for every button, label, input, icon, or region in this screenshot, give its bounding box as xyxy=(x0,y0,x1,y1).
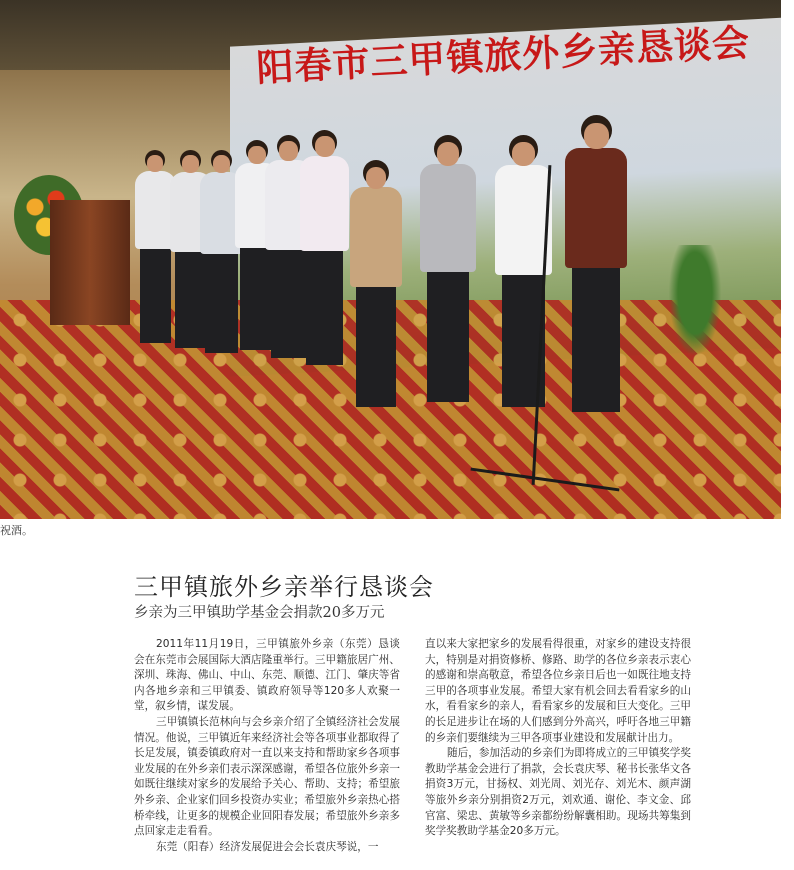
person-face xyxy=(437,142,459,166)
paragraph: 东莞（阳春）经济发展促进会会长袁庆琴说，一 xyxy=(156,840,379,853)
person-face xyxy=(366,167,387,189)
article-subheadline: 乡亲为三甲镇助学基金会捐款20多万元 xyxy=(134,605,385,621)
person-pants xyxy=(572,268,619,412)
person-face xyxy=(248,146,266,165)
person-pants xyxy=(240,248,274,350)
paragraph: 直以来大家把家乡的发展看得很重，对家乡的建设支持很大，特别是对捐资修桥、修路、助学的各位乡亲表示衷心的感谢和崇高敬意，希望各位乡亲日后也一如既往地支持三甲的各项事业发展。希望大家有机会回去看看家乡的山水，看看家乡的亲人，看看家乡的发展和巨大变化。三甲的长足进步让在场的人们感到分外高兴，呼吁各地三甲籍的乡亲们要继续为三甲各项事业建设和发展献计出力。 xyxy=(425,638,691,744)
person-pants xyxy=(175,252,207,348)
person-pants xyxy=(427,272,470,402)
person-pants xyxy=(140,249,171,343)
paragraph: 2011年11月19日，三甲镇旅外乡亲（东莞）恳谈会在东莞市会展国际大酒店隆重举行。三甲籍旅居广州、深圳、珠海、佛山、中山、东莞、顺德、江门、肇庆等省内各地乡亲和三甲镇委、镇政府领导等120多人欢聚一堂，叙乡情，谋发展。 xyxy=(134,638,400,713)
person-face xyxy=(584,123,609,150)
article-column-right xyxy=(425,637,691,840)
person-pants xyxy=(205,254,237,352)
banner-text: 阳春市三甲镇旅外乡亲恳谈会 xyxy=(255,21,752,90)
person-face xyxy=(279,141,298,161)
person-pants xyxy=(356,287,396,407)
photo-caption-fragment: 祝酒。 xyxy=(0,524,33,537)
paragraph: 随后，参加活动的乡亲们为即将成立的三甲镇奖学奖教助学基金会进行了捐款，会长袁庆琴、秘书长张华文各捐资3万元，甘扬权、刘光周、刘光存、刘光木、颜声湖等旅外乡亲分别捐资2万元，刘欢通、谢伦、李文金、邱官富、梁忠、黄敏等乡亲都纷纷解囊相助。现场共筹集到奖学奖教助学基金20多万元。 xyxy=(425,747,691,838)
article-column-left xyxy=(134,637,400,855)
person-pants xyxy=(306,251,344,365)
person-face xyxy=(315,136,335,157)
person-face xyxy=(182,155,199,173)
paragraph: 三甲镇镇长范林向与会乡亲介绍了全镇经济社会发展情况。他说，三甲镇近年来经济社会等各项事业都取得了长足发展，镇委镇政府对一直以来支持和帮助家乡各项事业发展的在外乡亲们表示深深感谢，希望各位旅外乡亲一如既往继续对家乡的发展给予关心、帮助、支持；希望旅外乡亲、企业家们回乡投资办实业；希望旅外乡亲热心搭桥牵线，让更多的规模企业回阳春发展；希望旅外乡亲多点回家走走看看。 xyxy=(134,715,400,838)
person-face xyxy=(213,155,230,173)
person-face xyxy=(512,142,535,166)
article-headline: 三甲镇旅外乡亲举行恳谈会 xyxy=(134,573,434,601)
person-shirt xyxy=(565,148,627,268)
person-shirt xyxy=(350,187,402,287)
person-face xyxy=(147,155,163,172)
person-pants xyxy=(271,250,307,358)
person-shirt xyxy=(420,164,476,272)
person-shirt xyxy=(300,156,349,251)
